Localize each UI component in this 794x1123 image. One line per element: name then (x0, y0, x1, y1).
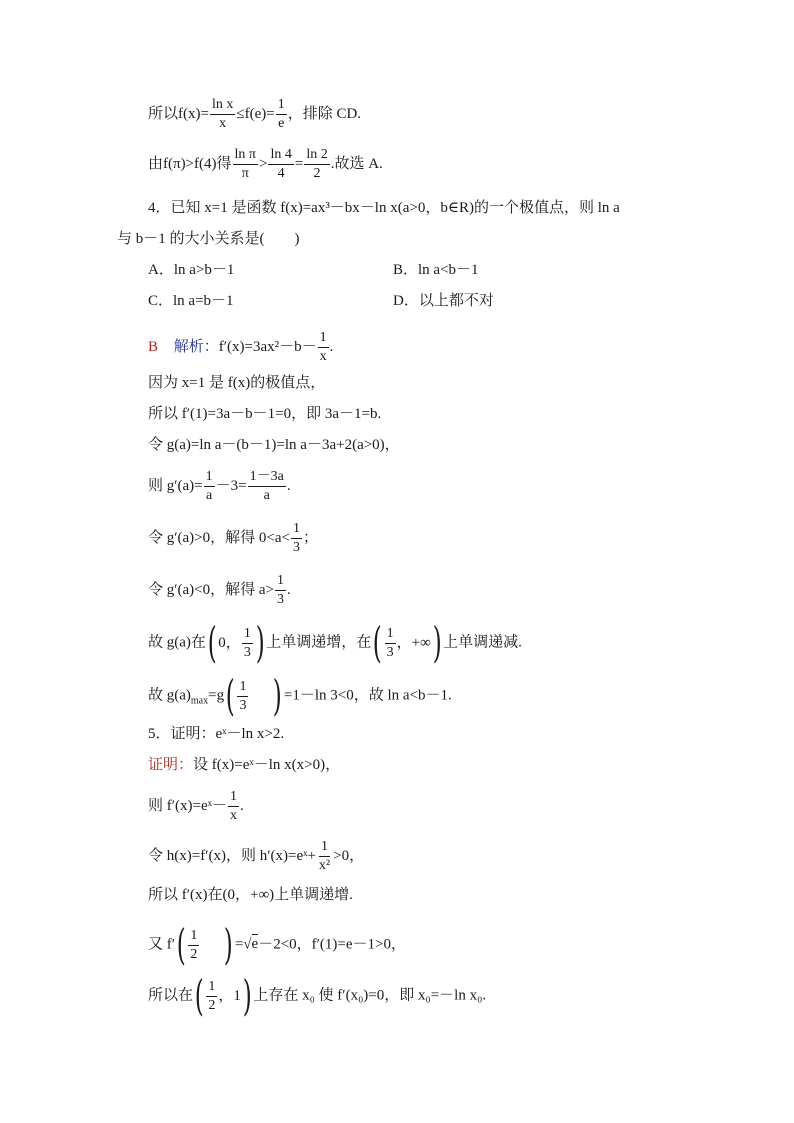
denominator: a (263, 488, 270, 503)
fraction (317, 840, 332, 873)
fraction (276, 98, 287, 131)
text: 令 g′(a)<0，解得 a> (148, 581, 275, 598)
denominator: a (206, 488, 213, 503)
denominator: 2 (190, 946, 198, 962)
denominator: 3 (243, 644, 251, 660)
denominator: e (278, 116, 285, 131)
line-then-g-prime (148, 470, 291, 503)
text: 0， (218, 634, 241, 651)
denominator: 3 (239, 697, 247, 713)
text: . (239, 797, 244, 814)
denominator: x² (318, 858, 331, 873)
text: 故 g(a)在 (148, 634, 206, 651)
text: =g (208, 687, 225, 704)
text: . (329, 338, 334, 355)
radicand: e (251, 936, 259, 953)
text: ，+∞ (396, 634, 431, 651)
fraction (304, 148, 329, 181)
text: 设 f(x)=eˣ－ln x(x>0)， (193, 757, 341, 773)
line-monotonic (148, 618, 522, 667)
text: ，1 (218, 987, 241, 1004)
text: ，排除 CD. (287, 105, 362, 122)
numerator: 1 (318, 331, 329, 348)
line-g-max (148, 671, 452, 720)
fraction (206, 980, 217, 1013)
text: .故选 A. (330, 155, 383, 172)
numerator: 1 (228, 790, 239, 807)
text: －3= (215, 477, 247, 494)
text: 令 h(x)=f′(x)，则 h′(x)=eˣ+ (148, 847, 316, 864)
proof-line-1 (148, 758, 340, 773)
option-a: A．ln a>b－1 (148, 262, 235, 278)
numerator: 1 (237, 680, 248, 697)
line-so-fx-le (148, 98, 361, 131)
numerator: 1 (204, 470, 215, 487)
proof-h (148, 840, 364, 873)
text: 令 g′(a)>0，解得 0<a< (148, 529, 290, 546)
denominator: x (229, 808, 237, 823)
numerator: 1 (206, 980, 217, 997)
group: ( $\frac{1}{3}$ ) (225, 671, 283, 720)
subscript: max (190, 695, 209, 707)
text: ； (302, 529, 318, 546)
denominator: 2 (208, 997, 216, 1013)
question-4-stem-line-2: 与 b－1 的大小关系是( ) (117, 231, 300, 247)
text: 又 f′ (148, 936, 176, 953)
denominator: 3 (292, 540, 300, 555)
fraction (210, 98, 235, 131)
option-b: B．ln a<b－1 (393, 262, 479, 278)
interval: ( $\frac{1}{2}$ ，1 ) (194, 971, 252, 1020)
numerator: 1－3a (248, 470, 286, 487)
denominator: 4 (277, 166, 285, 181)
line-let-g: 令 g(a)=ln a－(b－1)=ln a－3a+2(a>0)， (148, 437, 400, 453)
fraction (242, 627, 253, 660)
text: －2<0，f′(1)=e－1>0， (258, 936, 406, 953)
answer-letter: B (148, 338, 159, 355)
numerator: ln x (210, 98, 235, 115)
question-4-stem-line-1: 4．已知 x=1 是函数 f(x)=ax³－bx－ln x(a>0，b∈R)的一个极值点，则 ln a (148, 200, 620, 216)
text: 由f(π)>f(4)得 (148, 155, 232, 172)
numerator: 1 (319, 840, 330, 857)
fraction (291, 522, 302, 555)
text: 所以在 (148, 987, 194, 1004)
proof-also (148, 920, 406, 969)
text: 则 f′(x)=eˣ－ (148, 797, 227, 814)
interval: ( 0， $\frac{1}{3}$ ) (207, 618, 265, 667)
numerator: 1 (276, 98, 287, 115)
text: > (258, 155, 268, 172)
option-c: C．ln a=b－1 (148, 293, 234, 309)
text: . (287, 581, 291, 598)
group: ( $\frac{1}{2}$ ) (176, 920, 234, 969)
text: f′(x)=3ax²－b－ (218, 338, 317, 355)
fraction (268, 148, 293, 181)
line-from-f-pi (148, 148, 383, 181)
sqrt-sign: √ (243, 936, 252, 953)
text: 故 g(a) (148, 687, 191, 704)
text: >0， (333, 847, 365, 864)
proof-derivative (148, 790, 244, 823)
question-5: 5．证明：eˣ－ln x>2. (148, 726, 285, 742)
numerator: ln 2 (304, 148, 329, 165)
fraction (204, 470, 215, 503)
text: = (234, 936, 244, 953)
denominator: x (319, 349, 327, 364)
fraction (275, 574, 286, 607)
numerator: 1 (242, 627, 253, 644)
fraction (228, 790, 239, 823)
line-g-prime-positive (148, 522, 318, 555)
denominator: π (241, 166, 249, 181)
text: 则 g′(a)= (148, 477, 203, 494)
denominator: x (219, 116, 227, 131)
text: 上存在 x₀ 使 f′(x₀)=0，即 x₀=－ln x₀. (253, 987, 487, 1004)
fraction (188, 929, 199, 962)
line-g-prime-negative (148, 574, 291, 607)
fraction (385, 627, 396, 660)
numerator: 1 (188, 929, 199, 946)
fraction (248, 470, 286, 503)
analysis-label: 解析： (173, 338, 219, 355)
line-so-f1: 所以 f′(1)=3a－b－1=0，即 3a－1=b. (148, 406, 382, 422)
interval: ( $\frac{1}{3}$ ，+∞ ) (372, 618, 442, 667)
denominator: 2 (313, 166, 321, 181)
proof-exists (148, 971, 487, 1020)
text: ≤f(e)= (236, 105, 275, 122)
fraction (237, 680, 248, 713)
line-because: 因为 x=1 是 f(x)的极值点， (148, 375, 326, 391)
answer-line (148, 331, 333, 364)
text: 上单调递减. (443, 634, 522, 651)
numerator: ln π (233, 148, 258, 165)
numerator: 1 (275, 574, 286, 591)
text: 所以f(x)= (148, 105, 209, 122)
numerator: ln 4 (268, 148, 293, 165)
proof-increasing: 所以 f′(x)在(0，+∞)上单调递增. (148, 887, 353, 903)
denominator: 3 (386, 644, 394, 660)
numerator: 1 (291, 522, 302, 539)
numerator: 1 (385, 627, 396, 644)
proof-label: 证明： (148, 757, 194, 773)
denominator: 3 (277, 592, 285, 607)
fraction (318, 331, 329, 364)
text: =1－ln 3<0，故 ln a<b－1. (283, 687, 452, 704)
option-d: D．以上都不对 (393, 293, 494, 309)
text: = (294, 155, 304, 172)
fraction (233, 148, 258, 181)
text: 上单调递增，在 (266, 634, 372, 651)
text: . (286, 477, 291, 494)
